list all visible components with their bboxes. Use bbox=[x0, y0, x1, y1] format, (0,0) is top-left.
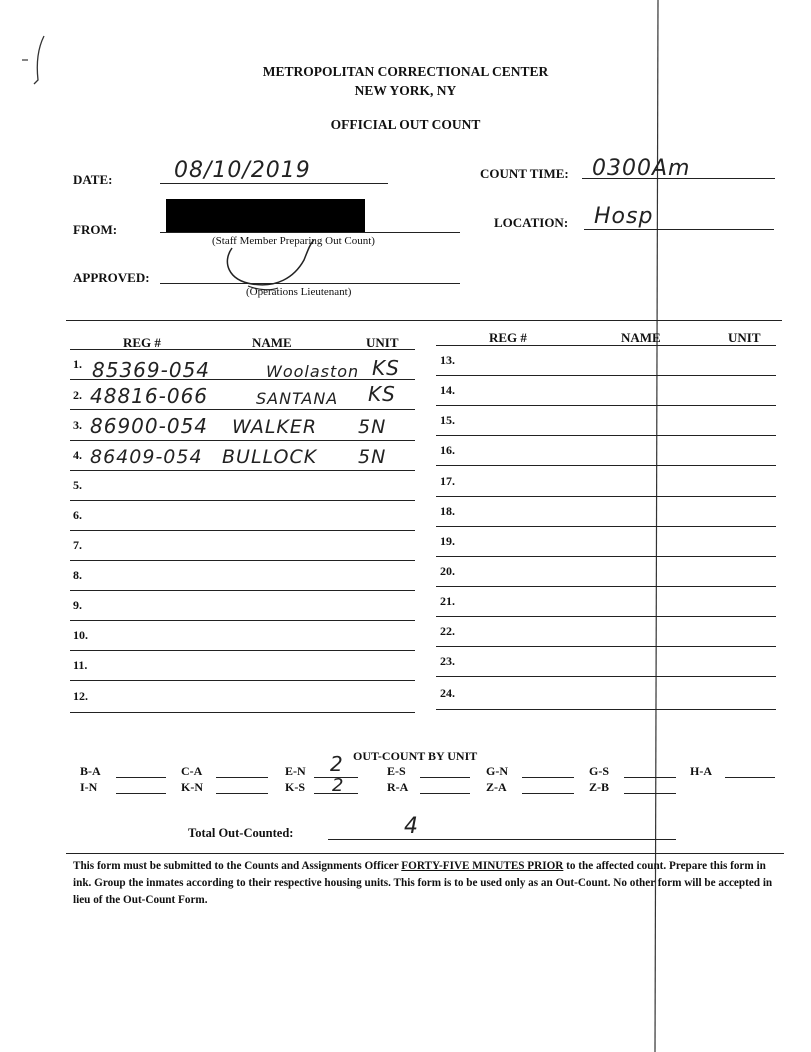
row-number: 8. bbox=[73, 568, 82, 582]
row-line bbox=[70, 620, 415, 621]
row-line bbox=[436, 556, 776, 557]
unit-field[interactable] bbox=[216, 777, 268, 778]
date-line bbox=[160, 183, 388, 184]
total-value[interactable]: 4 bbox=[404, 814, 419, 839]
row-number: 1. bbox=[73, 357, 82, 371]
row-number: 2. bbox=[73, 388, 82, 402]
right-header-reg: REG # bbox=[489, 330, 527, 345]
section-divider bbox=[66, 320, 782, 321]
row-number: 17. bbox=[440, 474, 455, 488]
row-number: 24. bbox=[440, 686, 455, 700]
left-header-line bbox=[70, 349, 415, 350]
row-line bbox=[70, 440, 415, 441]
footer-emphasis: FORTY-FIVE MINUTES PRIOR bbox=[401, 860, 564, 872]
from-caption: (Staff Member Preparing Out Count) bbox=[212, 235, 375, 247]
location-value[interactable]: Hosp bbox=[594, 204, 654, 229]
row-number: 4. bbox=[73, 448, 82, 462]
footer-instructions bbox=[73, 858, 773, 909]
unit-label: E-N bbox=[285, 764, 306, 778]
row-number: 23. bbox=[440, 654, 455, 668]
row-line bbox=[70, 680, 415, 681]
unit-field[interactable] bbox=[116, 793, 166, 794]
row-number: 7. bbox=[73, 538, 82, 552]
unit-field[interactable] bbox=[522, 777, 574, 778]
unit-label: C-A bbox=[181, 764, 203, 778]
unit-label: G-S bbox=[589, 764, 610, 778]
row-line bbox=[70, 500, 415, 501]
unit-field[interactable] bbox=[624, 777, 676, 778]
row-unit[interactable]: KS bbox=[372, 356, 400, 380]
facility-name: METROPOLITAN CORRECTIONAL CENTER bbox=[262, 64, 549, 79]
unit-label: Z-B bbox=[589, 780, 610, 794]
row-line bbox=[70, 470, 415, 471]
out-count-title: OUT-COUNT BY UNIT bbox=[353, 749, 478, 763]
unit-label: E-S bbox=[387, 764, 406, 778]
row-line bbox=[436, 586, 776, 587]
row-line bbox=[436, 616, 776, 617]
left-header-reg: REG # bbox=[123, 335, 161, 350]
count-time-line bbox=[582, 178, 775, 179]
row-line bbox=[70, 590, 415, 591]
row-line bbox=[436, 709, 776, 710]
row-number: 6. bbox=[73, 508, 82, 522]
row-line bbox=[436, 526, 776, 527]
unit-label: I-N bbox=[80, 780, 98, 794]
row-line bbox=[70, 530, 415, 531]
row-line bbox=[70, 379, 415, 380]
row-number: 15. bbox=[440, 413, 455, 427]
row-line bbox=[436, 375, 776, 376]
location-label: LOCATION: bbox=[494, 215, 569, 230]
unit-field[interactable] bbox=[420, 777, 470, 778]
total-line bbox=[328, 839, 676, 840]
unit-field[interactable] bbox=[314, 793, 358, 794]
unit-field[interactable] bbox=[522, 793, 574, 794]
row-line bbox=[70, 650, 415, 651]
unit-field[interactable] bbox=[624, 793, 676, 794]
row-unit[interactable]: KS bbox=[368, 382, 396, 406]
date-label: DATE: bbox=[73, 172, 113, 187]
row-name[interactable]: BULLOCK bbox=[222, 446, 318, 468]
date-value[interactable]: 08/10/2019 bbox=[174, 158, 311, 183]
unit-value[interactable]: 2 bbox=[330, 752, 344, 776]
footer-part-2: to the affected count. Prepare this form in ink. Group the inmates according to their respective housing units. This form is to be used only as an Out-Count. No other form will be accepted in lieu of the Out-Count Form. bbox=[73, 860, 773, 906]
row-name[interactable]: Woolaston bbox=[266, 362, 360, 381]
facility-location: NEW YORK, NY bbox=[354, 83, 457, 98]
left-header-name: NAME bbox=[252, 335, 292, 350]
row-number: 3. bbox=[73, 418, 82, 432]
row-number: 5. bbox=[73, 478, 82, 492]
row-line bbox=[436, 676, 776, 677]
total-label: Total Out-Counted: bbox=[188, 826, 294, 840]
right-header-line bbox=[436, 345, 776, 346]
row-line bbox=[436, 405, 776, 406]
count-time-value[interactable]: 0300Am bbox=[592, 156, 691, 181]
unit-value[interactable]: 2 bbox=[332, 775, 345, 796]
count-time-label: COUNT TIME: bbox=[480, 166, 569, 181]
row-number: 20. bbox=[440, 564, 455, 578]
row-name[interactable]: SANTANA bbox=[256, 389, 339, 408]
unit-field[interactable] bbox=[725, 777, 775, 778]
unit-field[interactable] bbox=[216, 793, 268, 794]
row-number: 13. bbox=[440, 353, 455, 367]
row-line bbox=[436, 435, 776, 436]
right-header-unit: UNIT bbox=[728, 330, 761, 345]
row-reg[interactable]: 85369-054 bbox=[92, 358, 211, 382]
row-line bbox=[70, 560, 415, 561]
left-header-unit: UNIT bbox=[366, 335, 399, 350]
row-number: 9. bbox=[73, 598, 82, 612]
unit-field[interactable] bbox=[116, 777, 166, 778]
row-number: 19. bbox=[440, 534, 455, 548]
row-number: 12. bbox=[73, 689, 88, 703]
unit-label: B-A bbox=[80, 764, 101, 778]
row-number: 10. bbox=[73, 628, 88, 642]
unit-label: K-S bbox=[285, 780, 306, 794]
row-reg[interactable]: 86409-054 bbox=[90, 446, 203, 468]
row-number: 14. bbox=[440, 383, 455, 397]
unit-label: G-N bbox=[486, 764, 508, 778]
unit-label: R-A bbox=[387, 780, 409, 794]
row-number: 21. bbox=[440, 594, 455, 608]
row-name[interactable]: WALKER bbox=[232, 416, 318, 438]
location-line bbox=[584, 229, 774, 230]
footer-divider bbox=[66, 853, 784, 854]
row-line bbox=[436, 465, 776, 466]
from-label: FROM: bbox=[73, 222, 118, 237]
approved-line bbox=[160, 283, 460, 284]
unit-label: H-A bbox=[690, 764, 712, 778]
redaction-box bbox=[166, 199, 365, 232]
row-reg[interactable]: 48816-066 bbox=[90, 384, 209, 408]
row-unit[interactable]: 5N bbox=[358, 416, 387, 438]
approved-caption: (Operations Lieutenant) bbox=[246, 286, 352, 298]
row-number: 11. bbox=[73, 658, 88, 672]
footer-part-1: This form must be submitted to the Counts and Assignments Officer bbox=[73, 860, 402, 872]
form-title: OFFICIAL OUT COUNT bbox=[330, 117, 481, 132]
row-line bbox=[70, 409, 415, 410]
approved-label: APPROVED: bbox=[73, 270, 150, 285]
right-header-name: NAME bbox=[621, 330, 661, 345]
row-number: 16. bbox=[440, 443, 455, 457]
row-line bbox=[436, 496, 776, 497]
row-number: 18. bbox=[440, 504, 455, 518]
unit-label: Z-A bbox=[486, 780, 507, 794]
from-line bbox=[160, 232, 460, 233]
row-reg[interactable]: 86900-054 bbox=[90, 414, 209, 438]
row-line bbox=[70, 712, 415, 713]
unit-label: K-N bbox=[181, 780, 203, 794]
row-unit[interactable]: 5N bbox=[358, 446, 387, 468]
row-line bbox=[436, 646, 776, 647]
unit-field[interactable] bbox=[420, 793, 470, 794]
row-number: 22. bbox=[440, 624, 455, 638]
